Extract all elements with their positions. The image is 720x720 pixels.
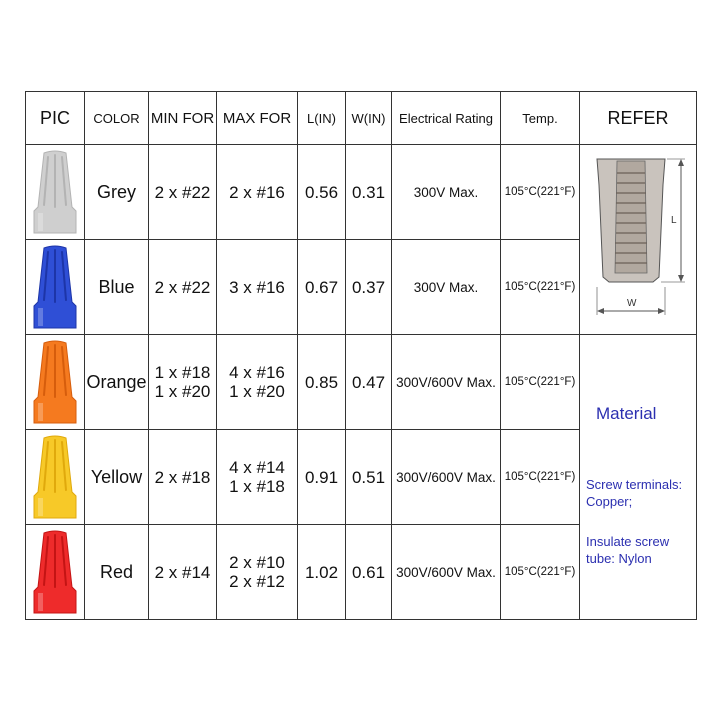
min-for-line-1: 2 x #22 [154,182,211,202]
max-for-line-2: 1 x #20 [229,382,285,401]
header-min-for: MIN FOR [149,92,217,145]
material-info [580,335,696,617]
header-refer: REFER [580,92,697,145]
connector-image-cell [26,335,85,430]
width-label: W [627,298,637,309]
max-for [217,525,298,620]
width-value: 0.51 [346,430,392,525]
temp-value: 105°C(221°F) [501,145,580,240]
header-color: COLOR [85,92,149,145]
connector-image-cell [26,145,85,240]
material-title: Material [596,404,657,423]
header-rating: Electrical Rating [392,92,501,145]
refer-diagram-cell [580,145,697,335]
screw-terminals-text: Screw terminals: Copper; [586,477,683,509]
header-row [26,92,697,145]
min-for-line-1: 1 x #18 [154,363,211,382]
length-value: 0.85 [298,335,346,430]
color-name: Blue [85,240,149,335]
temp-value: 105°C(221°F) [501,240,580,335]
temp-value: 105°C(221°F) [501,430,580,525]
min-for [149,145,217,240]
header-max-for: MAX FOR [217,92,298,145]
max-for [217,240,298,335]
connector-image-cell [26,240,85,335]
min-for [149,240,217,335]
rating-value: 300V/600V Max. [392,430,501,525]
max-for-line-2: 2 x #12 [229,572,285,591]
length-value: 0.67 [298,240,346,335]
max-for [217,430,298,525]
max-for [217,145,298,240]
color-name: Red [85,525,149,620]
max-for-line-1: 4 x #14 [229,458,285,477]
table-row [26,145,697,240]
color-name: Orange [85,335,149,430]
width-value: 0.37 [346,240,392,335]
max-for-line-1: 3 x #16 [229,277,285,297]
header-width: W(IN) [346,92,392,145]
rating-value: 300V Max. [392,240,501,335]
header-length: L(IN) [298,92,346,145]
header-temp: Temp. [501,92,580,145]
min-for-line-1: 2 x #22 [154,277,211,297]
max-for [217,335,298,430]
color-name: Yellow [85,430,149,525]
rating-value: 300V Max. [392,145,501,240]
wire-connector-icon [30,149,80,235]
length-label: L [671,215,677,226]
spec-table [25,91,697,620]
length-value: 0.56 [298,145,346,240]
width-value: 0.47 [346,335,392,430]
header-pic: PIC [26,92,85,145]
temp-value: 105°C(221°F) [501,525,580,620]
temp-value: 105°C(221°F) [501,335,580,430]
rating-value: 300V/600V Max. [392,525,501,620]
length-value: 0.91 [298,430,346,525]
max-for-line-1: 2 x #16 [229,182,285,202]
min-for-line-1: 2 x #14 [154,562,211,582]
color-name: Grey [85,145,149,240]
length-value: 1.02 [298,525,346,620]
connector-dimension-diagram [581,147,695,327]
wire-connector-icon [30,339,80,425]
connector-image-cell [26,525,85,620]
min-for [149,525,217,620]
wire-connector-icon [30,434,80,520]
max-for-line-2: 1 x #18 [229,477,285,496]
max-for-line-1: 2 x #10 [229,553,285,572]
width-value: 0.61 [346,525,392,620]
min-for-line-1: 2 x #18 [154,467,211,487]
material-cell [580,335,697,620]
min-for [149,430,217,525]
wire-connector-icon [30,244,80,330]
min-for [149,335,217,430]
min-for-line-2: 1 x #20 [154,382,211,401]
wire-connector-icon [30,529,80,615]
max-for-line-1: 4 x #16 [229,363,285,382]
insulate-text: Insulate screw tube: Nylon [586,534,670,566]
width-value: 0.31 [346,145,392,240]
rating-value: 300V/600V Max. [392,335,501,430]
table-row [26,335,697,430]
connector-image-cell [26,430,85,525]
